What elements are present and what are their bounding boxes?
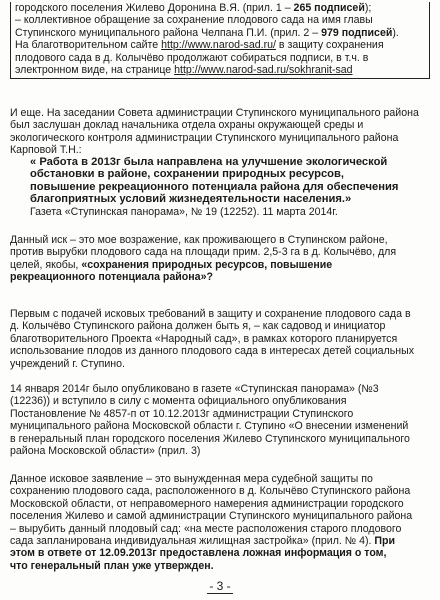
text-line: экологического контроля администрации Ступинского муниципального района <box>10 131 399 144</box>
signatures-count-1: 265 подписей <box>293 2 365 14</box>
text-line: поселения Жилево и самой администрации Ступинского муниципального района <box>10 510 413 523</box>
text-line: благотворительного Проекта «Народный сад», в рамках которого планируется <box>10 332 398 345</box>
text-line: Постановление № 4857-п от 10.12.2013г администрации Ступинского <box>10 407 354 420</box>
box-line-3: Ступинского муниципального района Челпана П.И. (прил. 2 – 979 подписей). <box>15 26 399 39</box>
text-line: сохранению плодового сада, расположенного в д. Колычёво Ступинского района <box>10 485 411 498</box>
text-line: 14 января 2014г было опубликовано в газете «Ступинская панорама» (№3 <box>10 383 379 395</box>
text-line: д. Колычёво Ступинского района должен быть я, – как садовод и инициатор <box>10 320 386 333</box>
text-line: использование плодов из данного плодового сада в интересах детей социальных <box>10 345 415 358</box>
quote-source: Газета «Ступинская панорама», № 19 (12252). 11 марта 2014г. <box>30 205 338 218</box>
text-line: (12236)) и вступило в силу с момента официального опубликования <box>10 395 347 408</box>
text-line: муниципального района Московской области г. Ступино «О внесении изменений <box>10 420 409 433</box>
site-link[interactable]: http://www.narod-sad.ru/ <box>161 39 276 52</box>
signatures-box <box>10 2 430 79</box>
paragraph-council-report <box>10 107 432 157</box>
text-line: Первым с подачей исковых требований в защиту и сохранение плодового сада в <box>10 308 411 320</box>
paragraph-resolution <box>10 383 432 457</box>
text-line: Карповой Т.Н.: <box>10 144 82 157</box>
signatures-count-2: 979 подписей <box>321 26 393 39</box>
text-line: сада запланирована индивидуальная жилищная застройка» (прил. № 4). При <box>10 535 395 548</box>
text-line: района Московской области» (прил. 3) <box>10 445 201 458</box>
paragraph-initiator <box>10 308 432 370</box>
box-line-5: плодового сада в д. Колычёво продолжают собираться подписи, в т.ч. в <box>15 51 369 64</box>
paragraph-claim <box>10 234 432 284</box>
text-line: в генеральный план городского поселения Жилево Ступинского муниципального <box>10 432 410 445</box>
quote-line: « Работа в 2013г была направлена на улучшение экологической <box>30 156 388 168</box>
page-number: - 3 - <box>209 579 231 593</box>
text-line: целей, якобы, «сохранения природных ресурсов, повышение <box>10 258 333 271</box>
text-line: рекреационного потенциала района»? <box>10 271 213 284</box>
text-line: Данное исковое заявление – это вынужденная мера судебной защиты по <box>10 473 373 485</box>
box-line-6: электронном виде, на странице http://www.narod-sad.ru/sokhranit-sad <box>15 64 353 77</box>
text-line: – вырубить данный плодовый сад: «на месте расположения старого плодового <box>10 522 402 535</box>
paragraph-lawsuit <box>10 473 432 572</box>
text-line: Данный иск – это мое возражение, как проживающего в Ступинском районе, <box>10 234 388 246</box>
text-line: против вырубки плодового сада на площади прим. 2,5-3 га в д. Колычёво, для <box>10 246 397 259</box>
text-line: И еще. На заседании Совета администрации Ступинского муниципального района <box>10 107 419 119</box>
quote-line: повышение рекреационного потенциала района для обеспечения <box>30 180 399 193</box>
quote-block <box>10 156 432 218</box>
text-line: учреждений г. Ступино. <box>10 357 125 370</box>
box-line-2: – коллективное обращение за сохранение плодового сада на имя главы <box>15 14 373 27</box>
text-line: что генеральный план уже утвержден. <box>10 559 214 572</box>
text-line: этом в ответе от 12.09.2013г предоставлена ложная информация о том, <box>10 547 387 560</box>
text-line: был заслушан доклад начальника отдела охраны окружающей среды и <box>10 119 364 132</box>
quote-line: обстановки в районе, сохранении природных ресурсов, <box>30 168 344 181</box>
petition-link[interactable]: http://www.narod-sad.ru/sokhranit-sad <box>174 64 353 77</box>
text-line: Московской области, от неправомерного намерения администрации городского <box>10 497 404 510</box>
quote-line: благоприятных условий жизнедеятельности населения.» <box>30 193 352 206</box>
box-line-1: городского поселения Жилево Доронина В.Я. (прил. 1 – 265 подписей); <box>15 2 372 14</box>
box-line-4: На благотворительном сайте http://www.narod-sad.ru/ в защиту сохранения <box>15 39 384 52</box>
